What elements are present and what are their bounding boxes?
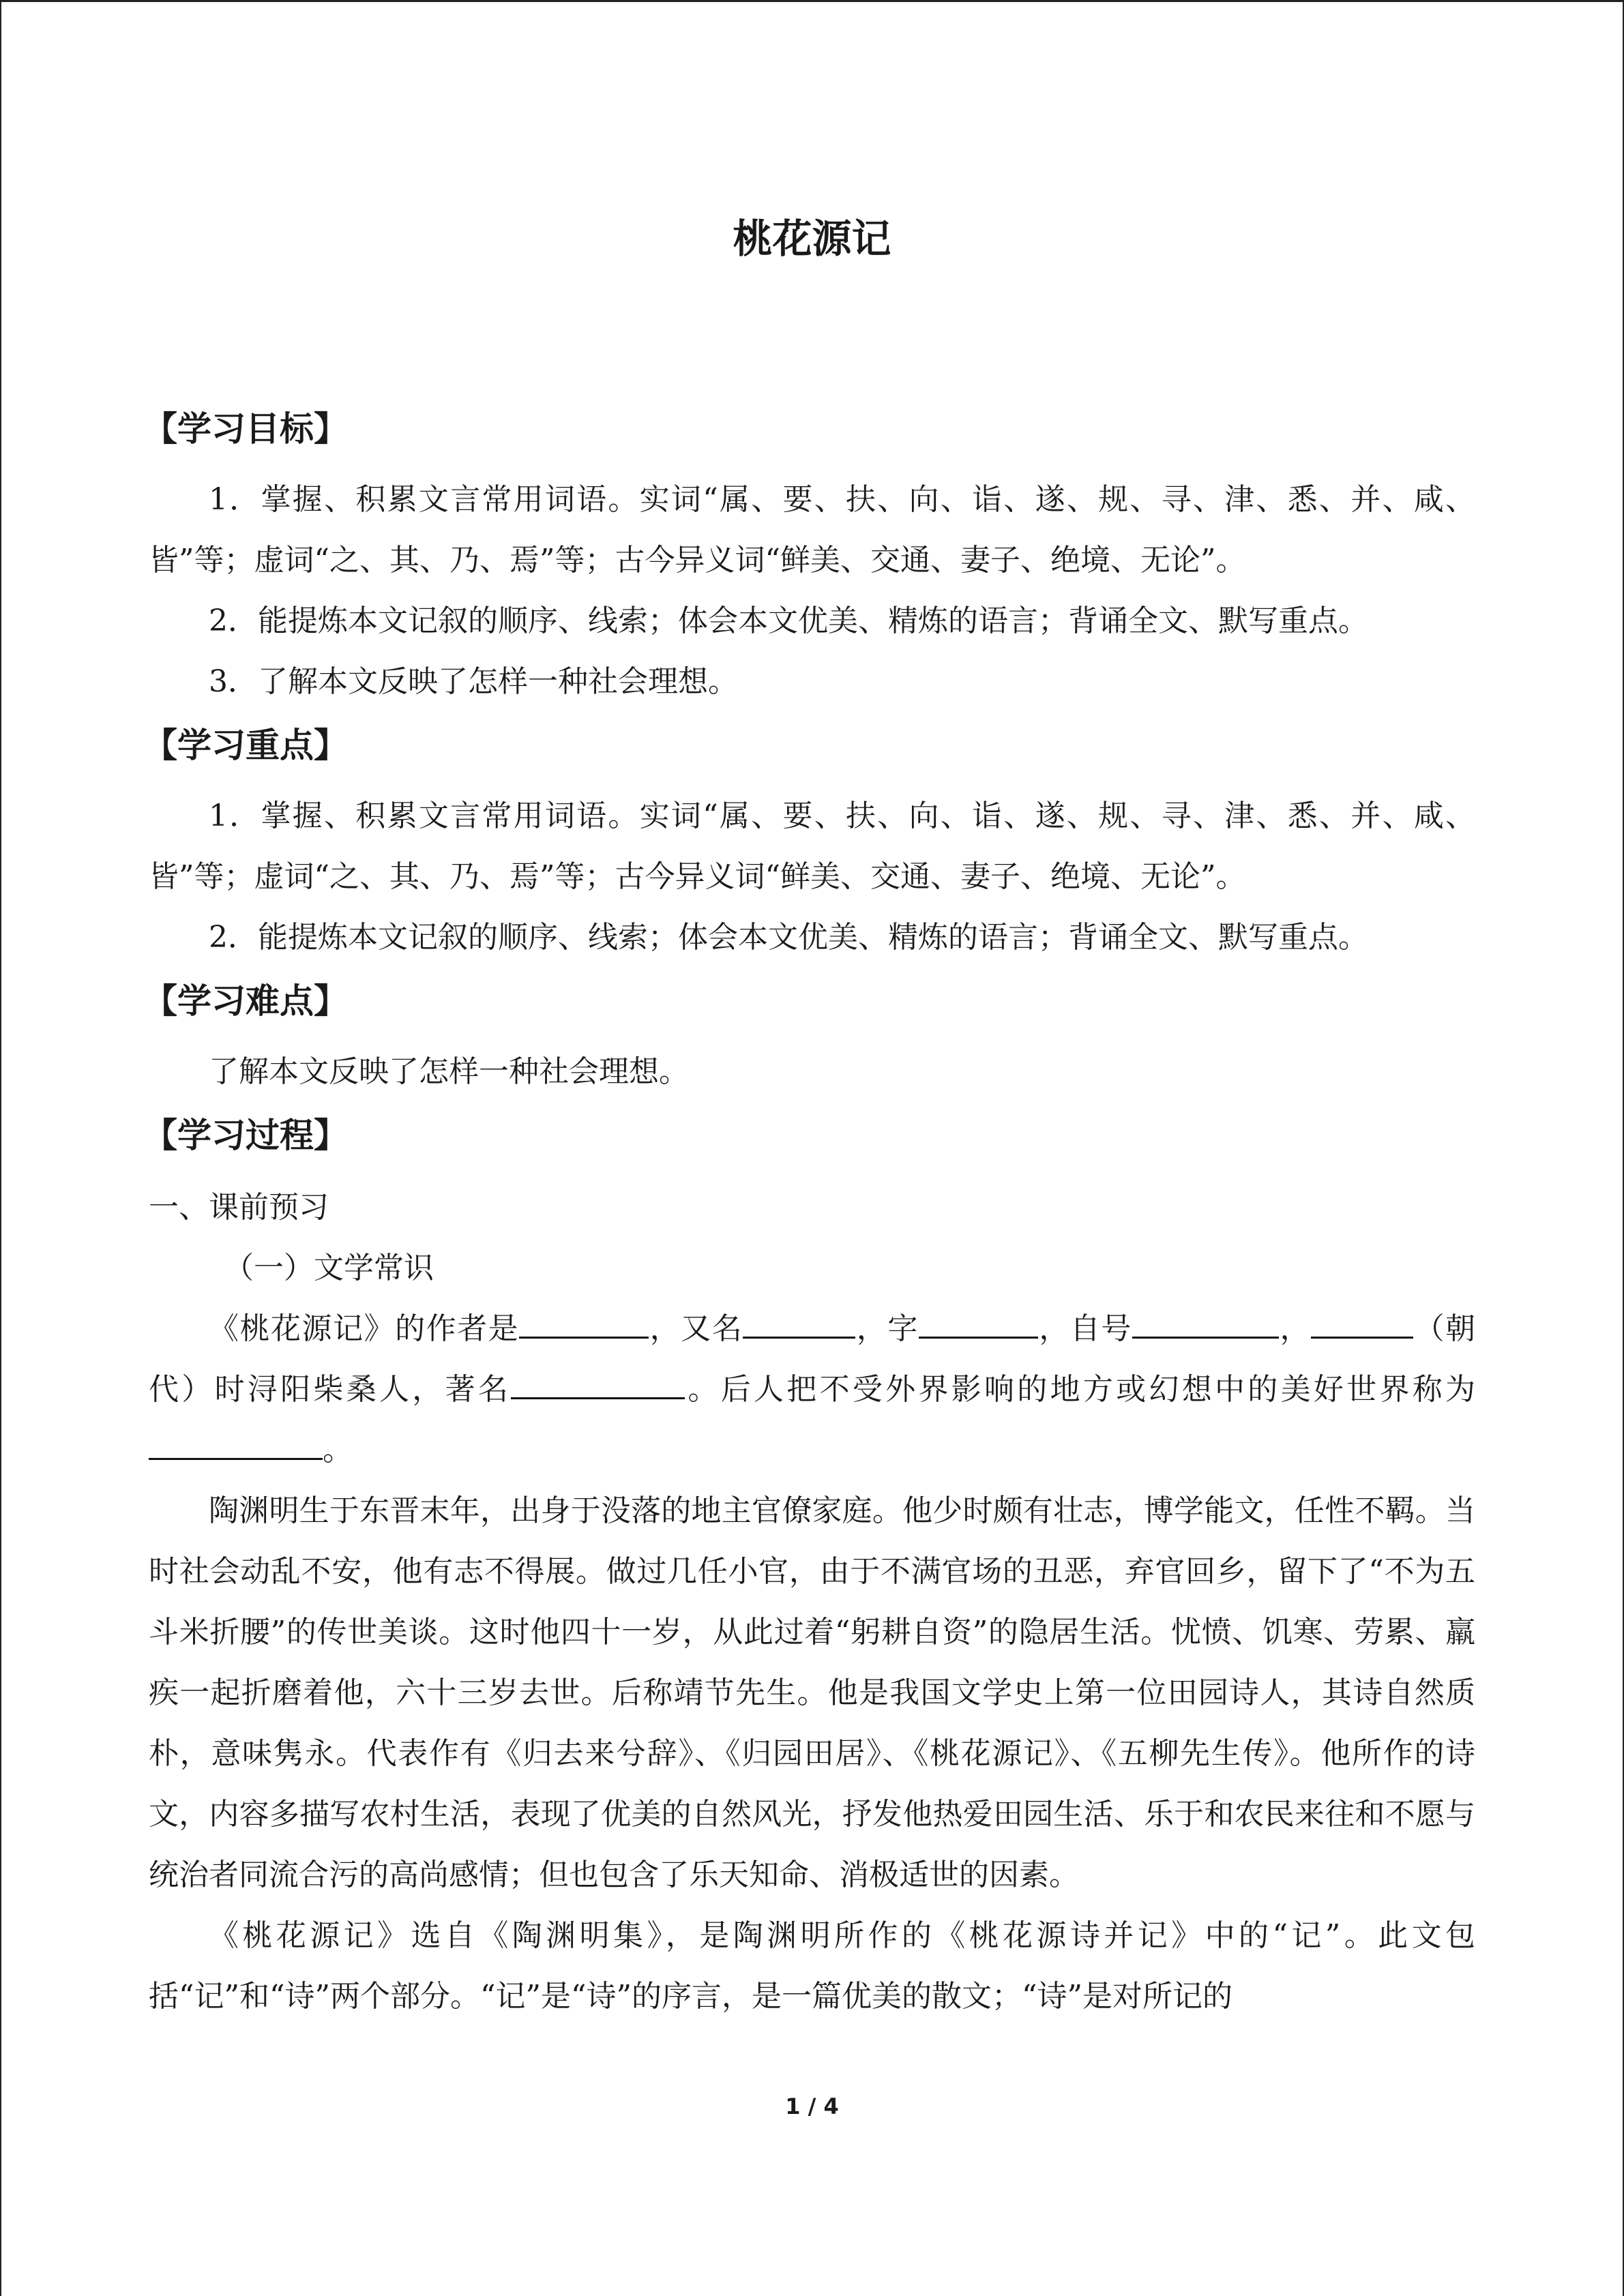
key-points-heading: 【学习重点】 [143, 726, 348, 765]
page-number: 1 / 4 [785, 2093, 839, 2119]
fill-text-4: ，自号 [1037, 1311, 1132, 1346]
objectives-list [149, 469, 1475, 712]
objective-item-1: 1．掌握、积累文言常用词语。实词“属、要、扶、向、诣、遂、规、寻、津、悉、并、咸、皆”等；虚词“之、其、乃、焉”等；古今异义词“鲜美、交通、妻子、绝境、无论”。 [149, 482, 1475, 578]
blank-courtesy-name[interactable] [919, 1307, 1038, 1339]
blank-called[interactable] [149, 1428, 323, 1460]
difficulties-heading: 【学习难点】 [143, 981, 348, 1021]
blank-famous-as[interactable] [511, 1367, 685, 1399]
fill-text-3: ，字 [855, 1311, 919, 1346]
fill-in-blank-paragraph [149, 1298, 1475, 1480]
document-title: 桃花源记 [733, 215, 891, 262]
difficulties-block [149, 1041, 1475, 1102]
key-points-list [149, 786, 1475, 968]
objective-item-2: 2．能提炼本文记叙的顺序、线索；体会本文优美、精炼的语言；背诵全文、默写重点。 [209, 603, 1368, 638]
fill-text-1: 《桃花源记》的作者是 [209, 1311, 520, 1346]
fill-text-2: ，又名 [649, 1311, 743, 1346]
difficulties-text: 了解本文反映了怎样一种社会理想。 [209, 1054, 689, 1089]
part-heading-preview: 一、课前预习 [149, 1190, 329, 1225]
objectives-heading: 【学习目标】 [143, 409, 348, 449]
process-block [149, 1177, 1475, 2027]
process-heading: 【学习过程】 [143, 1116, 348, 1155]
subheading-literary-knowledge: （一）文学常识 [224, 1251, 434, 1285]
fill-text-5: ， [1278, 1311, 1311, 1346]
blank-self-title[interactable] [1132, 1307, 1279, 1339]
fill-text-8: 。 [323, 1433, 353, 1467]
author-biography: 陶渊明生于东晋末年，出身于没落的地主官僚家庭。他少时颇有壮志，博学能文，任性不羁。当时社会动乱不安，他有志不得展。做过几任小官，由于不满官场的丑恶，弃官回乡，留下了“不为五斗米折腰”的传世美谈。这时他四十一岁，从此过着“躬耕自资”的隐居生活。忧愤、饥寒、劳累、羸疾一起折磨着他，六十三岁去世。后称靖节先生。他是我国文学史上第一位田园诗人，其诗自然质朴，意味隽永。代表作有《归去来兮辞》、《归园田居》、《桃花源记》、《五柳先生传》。他所作的诗文，内容多描写农村生活，表现了优美的自然风光，抒发他热爱田园生活、乐于和农民来往和不愿与统治者同流合污的高尚感情；但也包含了乐天知命、消极适世的因素。 [149, 1493, 1475, 1892]
objective-item-3: 3．了解本文反映了怎样一种社会理想。 [209, 664, 738, 699]
source-paragraph: 《桃花源记》选自《陶渊明集》，是陶渊明所作的《桃花源诗并记》中的“记”。此文包括“记”和“诗”两个部分。“记”是“诗”的序言，是一篇优美的散文；“诗”是对所记的 [149, 1918, 1475, 2014]
fill-text-6: （朝代）时浔阳柴桑人，著名 [149, 1311, 1476, 1407]
blank-dynasty[interactable] [1311, 1307, 1413, 1339]
document-body [143, 205, 1476, 2027]
blank-alias[interactable] [743, 1307, 855, 1339]
blank-author[interactable] [519, 1307, 649, 1339]
key-point-item-2: 2．能提炼本文记叙的顺序、线索；体会本文优美、精炼的语言；背诵全文、默写重点。 [209, 920, 1368, 955]
fill-text-7: 。后人把不受外界影响的地方或幻想中的美好世界称为 [685, 1372, 1476, 1407]
key-point-item-1: 1．掌握、积累文言常用词语。实词“属、要、扶、向、诣、遂、规、寻、津、悉、并、咸、皆”等；虚词“之、其、乃、焉”等；古今异义词“鲜美、交通、妻子、绝境、无论”。 [149, 799, 1475, 894]
